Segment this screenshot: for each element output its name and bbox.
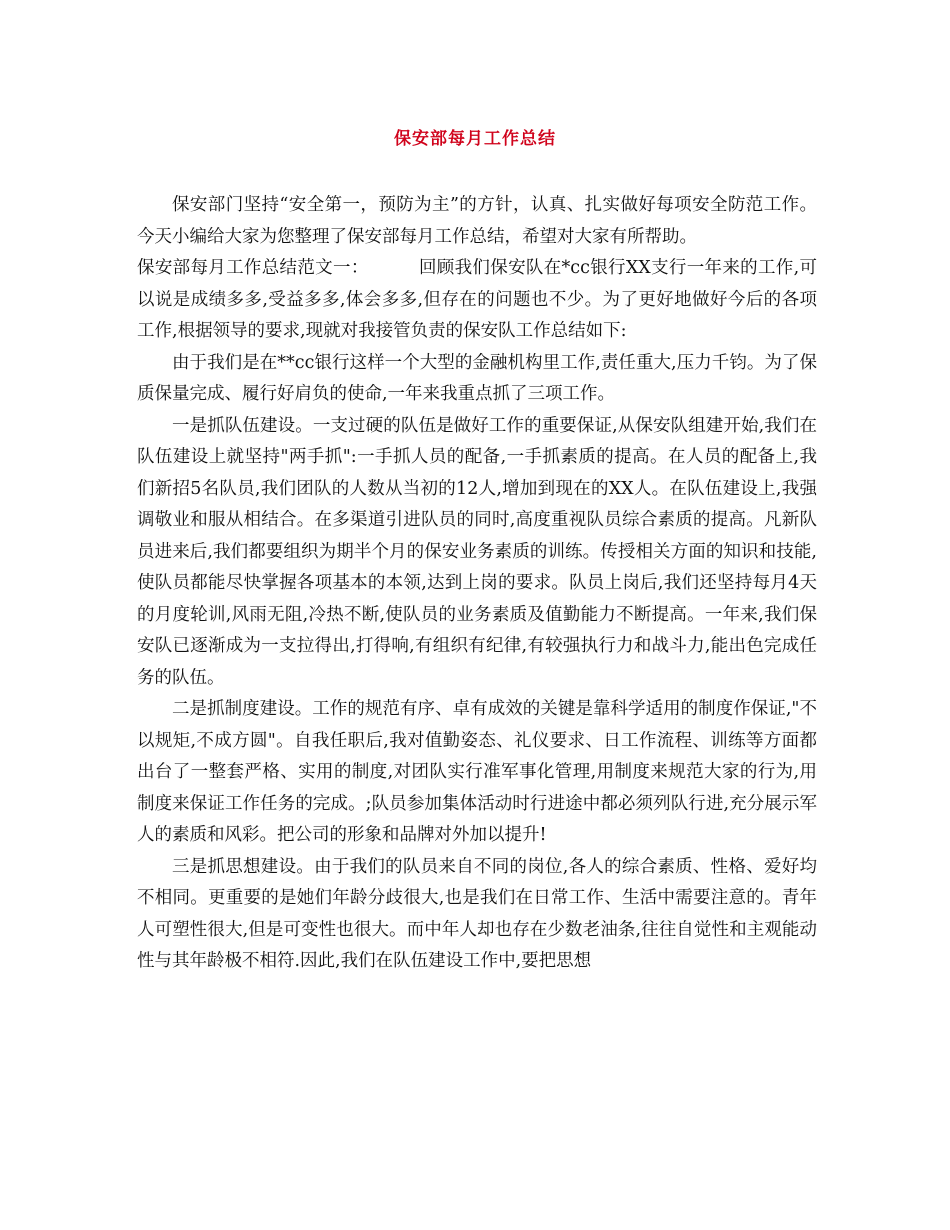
body-paragraph-3: 二是抓制度建设。工作的规范有序、卓有成效的关键是靠科学适用的制度作保证,"不以规矩,不成方圆"。自我任职后,我对值勤姿态、礼仪要求、日工作流程、训练等方面都出台了一整套严格、实用的制度,对团队实行准军事化管理,用制度来规范大家的行为,用制度来保证工作任务的完成。;队员参加集体活动时行进途中都必须列队行进,充分展示军人的素质和风彩。把公司的形象和品牌对外加以提升! (137, 699, 817, 845)
body-paragraph-1: 由于我们是在**cc银行这样一个大型的金融机构里工作,责任重大,压力千钧。为了保质保量完成、履行好肩负的使命,一年来我重点抓了三项工作。 (137, 352, 817, 404)
body-paragraph-2: 一是抓队伍建设。一支过硬的队伍是做好工作的重要保证,从保安队组建开始,我们在队伍建设上就坚持"两手抓":一手抓人员的配备,一手抓素质的提高。在人员的配备上,我们新招5名队员,我们团队的人数从当初的12人,增加到现在的XX人。在队伍建设上,我强调敬业和服从相结合。在多渠道引进队员的同时,高度重视队员综合素质的提高。凡新队员进来后,我们都要组织为期半个月的保安业务素质的训练。传授相关方面的知识和技能,使队员都能尽快掌握各项基本的本领,达到上岗的要求。队员上岗后,我们还坚持每月4天的月度轮训,风雨无阻,冷热不断,使队员的业务素质及值勤能力不断提高。一年来,我们保安队已逐渐成为一支拉得出,打得响,有组织有纪律,有较强执行力和战斗力,能出色完成任务的队伍。 (137, 415, 817, 688)
example-label: 保安部每月工作总结范文一： (137, 258, 369, 278)
intro-paragraph: 保安部门坚持“安全第一，预防为主”的方针，认真、扎实做好每项安全防范工作。今天小编给大家为您整理了保安部每月工作总结，希望对大家有所帮助。 (137, 195, 817, 247)
document-body (137, 190, 817, 978)
example-paragraph (137, 253, 817, 348)
example-text: 回顾我们保安队在*cc银行XX支行一年来的工作,可以说是成绩多多,受益多多,体会多多,但存在的问题也不少。为了更好地做好今后的各项工作,根据领导的要求,现就对我接管负责的保安队工作总结如下: (137, 258, 817, 341)
document-title: 保安部每月工作总结 (394, 129, 556, 149)
body-paragraph-4: 三是抓思想建设。由于我们的队员来自不同的岗位,各人的综合素质、性格、爱好均不相同。更重要的是她们年龄分歧很大,也是我们在日常工作、生活中需要注意的。青年人可塑性很大,但是可变性也很大。而中年人却也存在少数老油条,往往自觉性和主观能动性与其年龄极不相符.因此,我们在队伍建设工作中,要把思想 (137, 856, 817, 971)
